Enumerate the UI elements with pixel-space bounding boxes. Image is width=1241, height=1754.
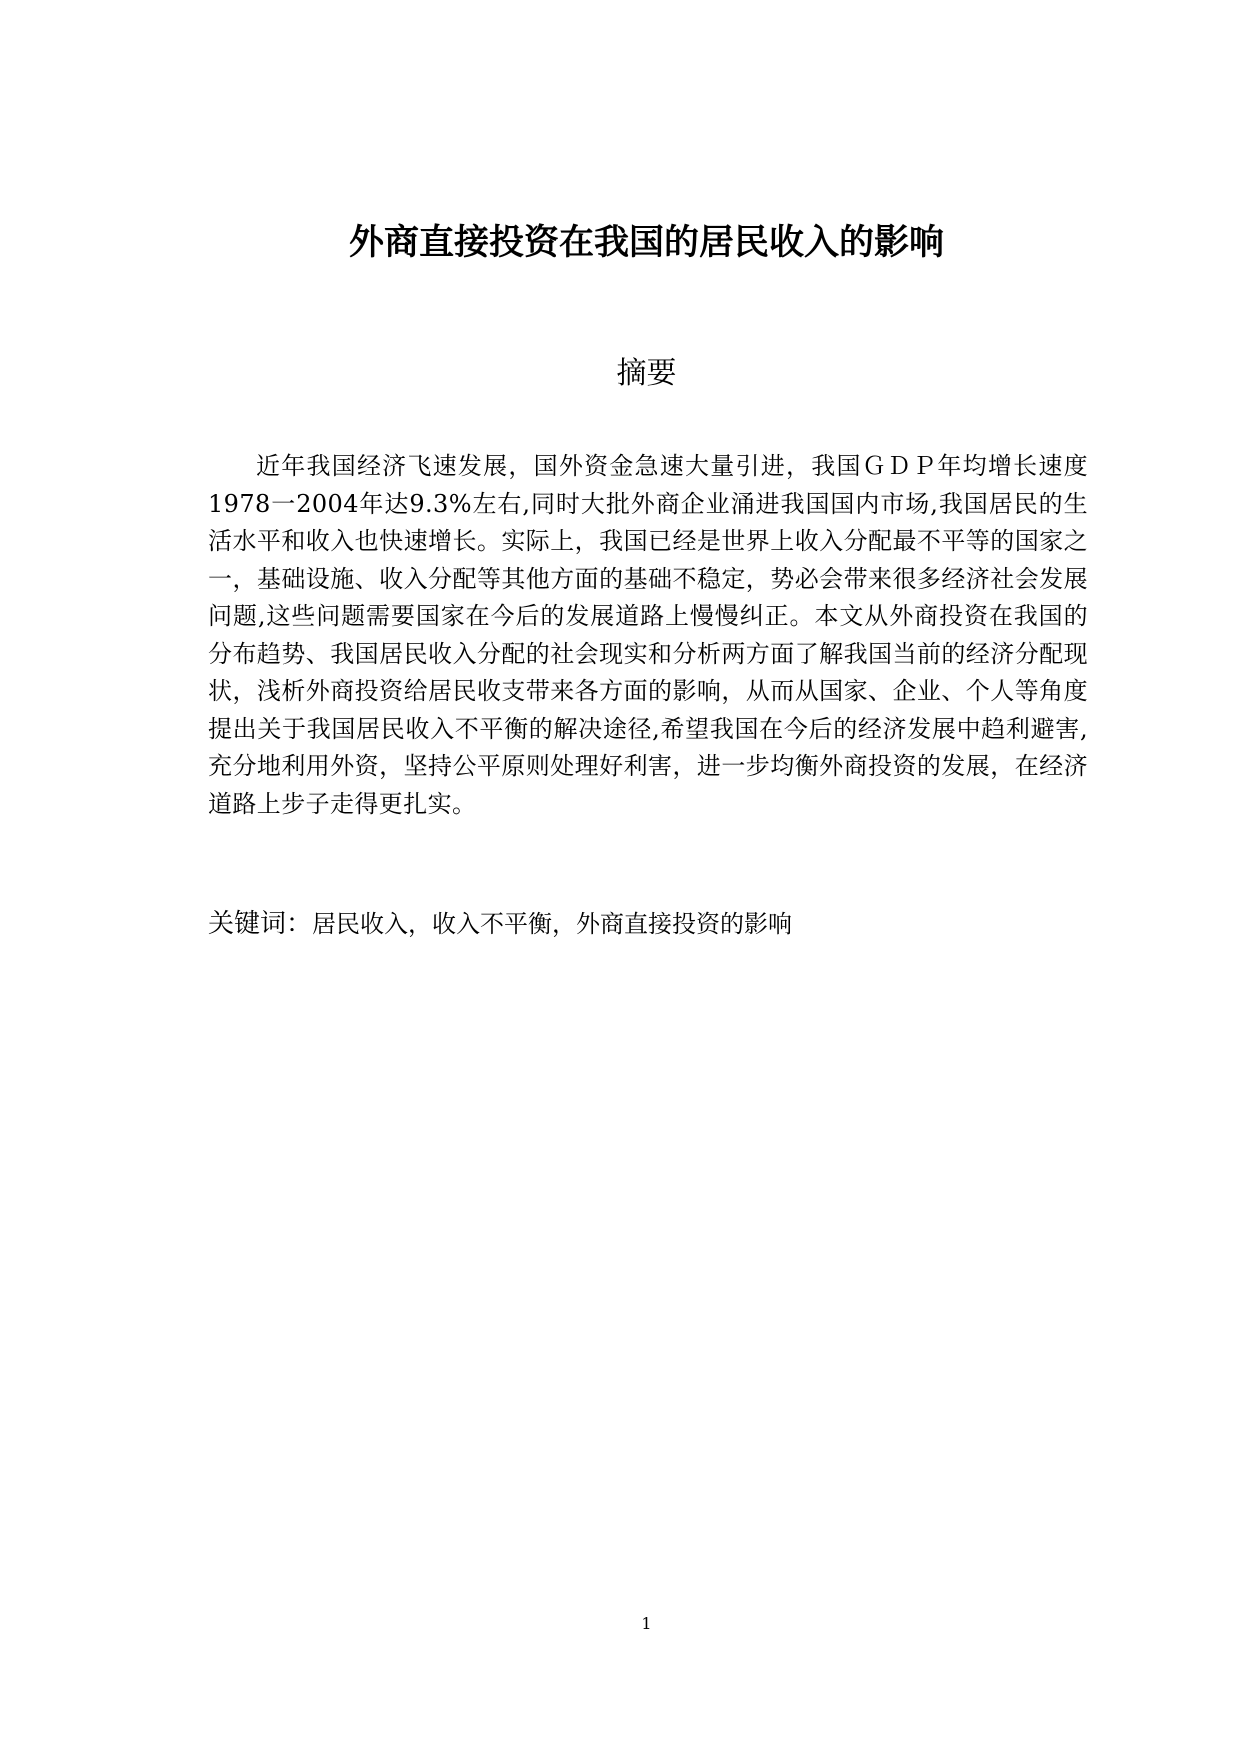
page-number: 1 xyxy=(641,1614,652,1633)
abstract-heading: 摘要 xyxy=(616,356,677,391)
keywords-line xyxy=(208,904,1088,944)
keywords-label: 关键词： xyxy=(208,909,313,939)
abstract-paragraph: 近年我国经济飞速发展，国外资金急速大量引进，我国ＧＤＰ年均增长速度1978一2004年达9.3%左右,同时大批外商企业涌进我国国内市场,我国居民的生活水平和收入也快速增长。实际上，我国已经是世界上收入分配最不平等的国家之一，基础设施、收入分配等其他方面的基础不稳定，势必会带来很多经济社会发展问题,这些问题需要国家在今后的发展道路上慢慢纠正。本文从外商投资在我国的分布趋势、我国居民收入分配的社会现实和分析两方面了解我国当前的经济分配现状，浅析外商投资给居民收支带来各方面的影响，从而从国家、企业、个人等角度提出关于我国居民收入不平衡的解决途径,希望我国在今后的经济发展中趋利避害,充分地利用外资，坚持公平原则处理好利害，进一步均衡外商投资的发展，在经济道路上步子走得更扎实。 xyxy=(208,452,1088,818)
keywords-text: 居民收入，收入不平衡，外商直接投资的影响 xyxy=(312,910,793,938)
document-title: 外商直接投资在我国的居民收入的影响 xyxy=(348,223,944,263)
